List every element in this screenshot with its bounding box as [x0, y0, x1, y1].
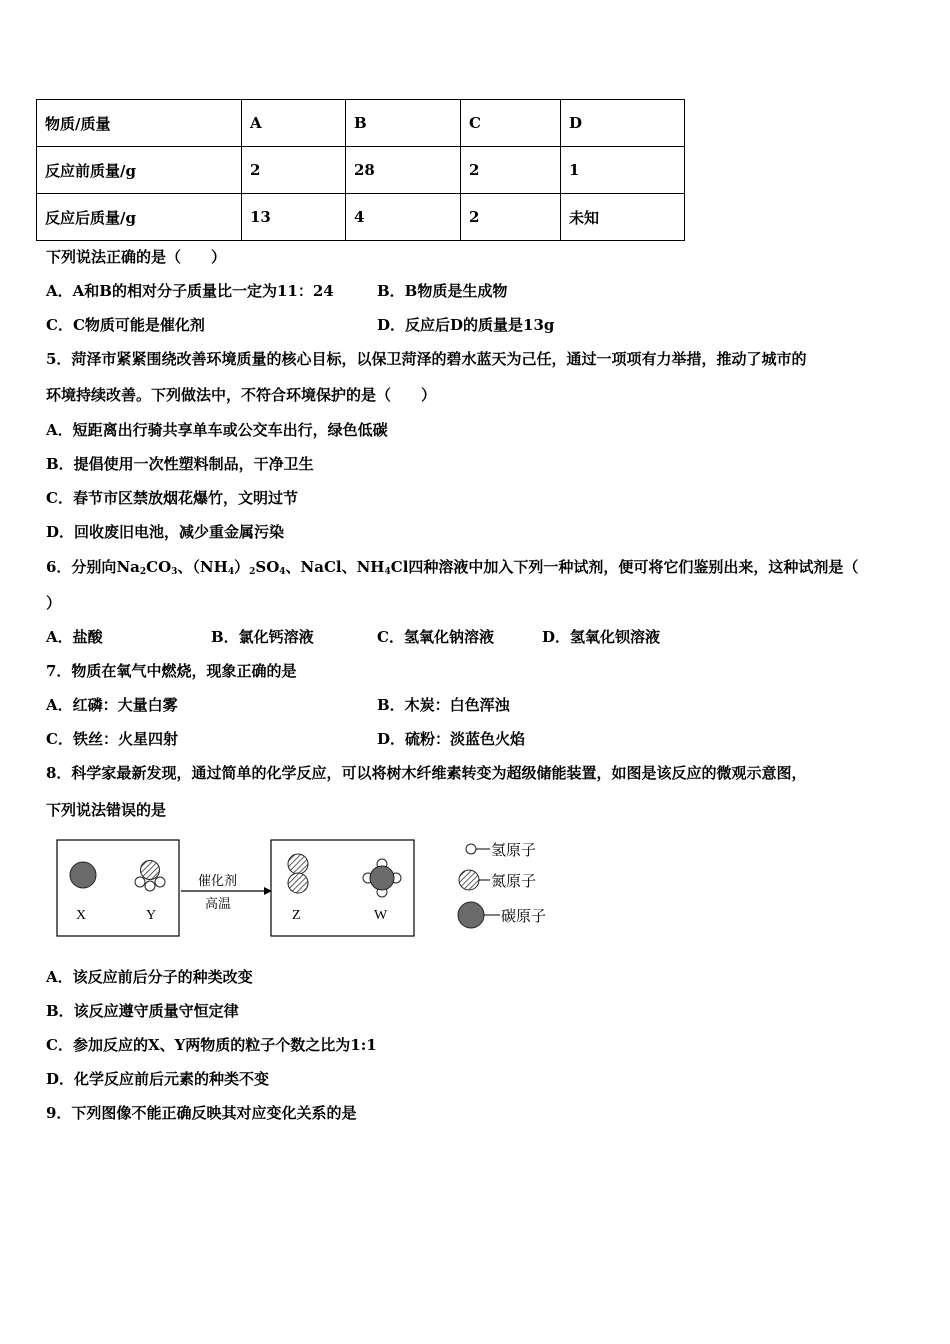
q7-option-a: A．红磷：大量白雾	[46, 696, 178, 714]
table-row	[37, 194, 685, 241]
table-cell: 2	[461, 147, 561, 194]
q6-option-d: D．氢氧化钡溶液	[542, 628, 661, 646]
table-cell: 物质/质量	[37, 100, 242, 147]
legend-carbon: 碳原子	[501, 907, 547, 925]
q5-stem-line1: 5．菏泽市紧紧围绕改善环境质量的核心目标，以保卫菏泽的碧水蓝天为己任，通过一项项有力举措，推动了城市的	[46, 350, 807, 368]
q7-option-d: D．硫粉：淡蓝色火焰	[377, 730, 526, 748]
table-cell: 反应前质量/g	[37, 147, 242, 194]
q4-option-b: B．B物质是生成物	[377, 282, 508, 300]
table-cell: 28	[346, 147, 461, 194]
condition-label: 高温	[205, 897, 232, 912]
table-header-row	[37, 100, 685, 147]
q8-option-a: A．该反应前后分子的种类改变	[46, 968, 253, 986]
q5-option-c: C．春节市区禁放烟花爆竹，文明过节	[46, 489, 298, 507]
q8-option-c: C．参加反应的X、Y两物质的粒子个数之比为1:1	[46, 1036, 377, 1054]
table-cell: 1	[561, 147, 685, 194]
q4-option-a: A．A和B的相对分子质量比一定为11：24	[46, 282, 334, 300]
q6-stem-line1: 6．分别向$Na_2CO_3$、$(NH_4)_2SO_4$、NaCl、$NH_4Cl$四种溶液中加入下列一种试剂，便可将它们鉴别出来，这种试剂是（	[46, 558, 859, 577]
q5-option-a: A．短距离出行骑共享单车或公交车出行，绿色低碳	[46, 421, 388, 439]
table-cell: 4	[346, 194, 461, 241]
q9-stem: 9．下列图像不能正确反映其对应变化关系的是	[46, 1104, 357, 1122]
q5-option-b: B．提倡使用一次性塑料制品，干净卫生	[46, 455, 314, 473]
table-cell: 反应后质量/g	[37, 194, 242, 241]
hydrogen-atom-icon	[466, 844, 476, 854]
q7-option-b: B．木炭：白色浑浊	[377, 696, 510, 714]
table-cell: D	[561, 100, 685, 147]
table-cell: B	[346, 100, 461, 147]
table-cell: 2	[242, 147, 346, 194]
table-cell: 未知	[561, 194, 685, 241]
legend-hydrogen: 氢原子	[491, 841, 537, 859]
q7-option-c: C．铁丝：火星四射	[46, 730, 178, 748]
table-cell: 13	[242, 194, 346, 241]
carbon-atom-legend-icon	[458, 902, 484, 928]
legend-nitrogen: 氮原子	[491, 872, 537, 890]
q4-option-c: C．C物质可能是催化剂	[46, 316, 205, 334]
label-w: W	[374, 908, 388, 923]
q4-stem: 下列说法正确的是（ ）	[46, 248, 227, 266]
table-cell: C	[461, 100, 561, 147]
label-y: Y	[146, 908, 157, 923]
q8-stem-line1: 8．科学家最新发现，通过简单的化学反应，可以将树木纤维素转变为超级储能装置，如图是该反应的微观示意图，	[46, 764, 807, 782]
q6-option-c: C．氢氧化钠溶液	[377, 628, 494, 646]
carbon-atom-icon	[70, 862, 96, 888]
q6-option-a: A．盐酸	[46, 628, 103, 646]
q4-option-d: D．反应后D的质量是13g	[377, 316, 555, 334]
q8-stem-line2: 下列说法错误的是	[46, 801, 167, 819]
q8-option-b: B．该反应遵守质量守恒定律	[46, 1002, 239, 1020]
label-z: Z	[292, 908, 301, 923]
q6-option-b: B．氯化钙溶液	[211, 628, 314, 646]
q5-option-d: D．回收废旧电池，减少重金属污染	[46, 523, 285, 541]
table-cell: A	[242, 100, 346, 147]
table-cell: 2	[461, 194, 561, 241]
nitrogen-atom-icon	[459, 870, 479, 890]
mass-table	[36, 99, 685, 241]
label-x: X	[76, 908, 87, 923]
q7-stem: 7．物质在氧气中燃烧，现象正确的是	[46, 662, 297, 680]
q6-stem-line2: ）	[46, 594, 62, 612]
table-row	[37, 147, 685, 194]
q5-stem-line2: 环境持续改善。下列做法中，不符合环境保护的是（ ）	[46, 386, 437, 404]
catalyst-label: 催化剂	[198, 874, 238, 889]
reaction-diagram	[50, 833, 570, 943]
q8-option-d: D．化学反应前后元素的种类不变	[46, 1070, 270, 1088]
legend	[458, 841, 546, 928]
